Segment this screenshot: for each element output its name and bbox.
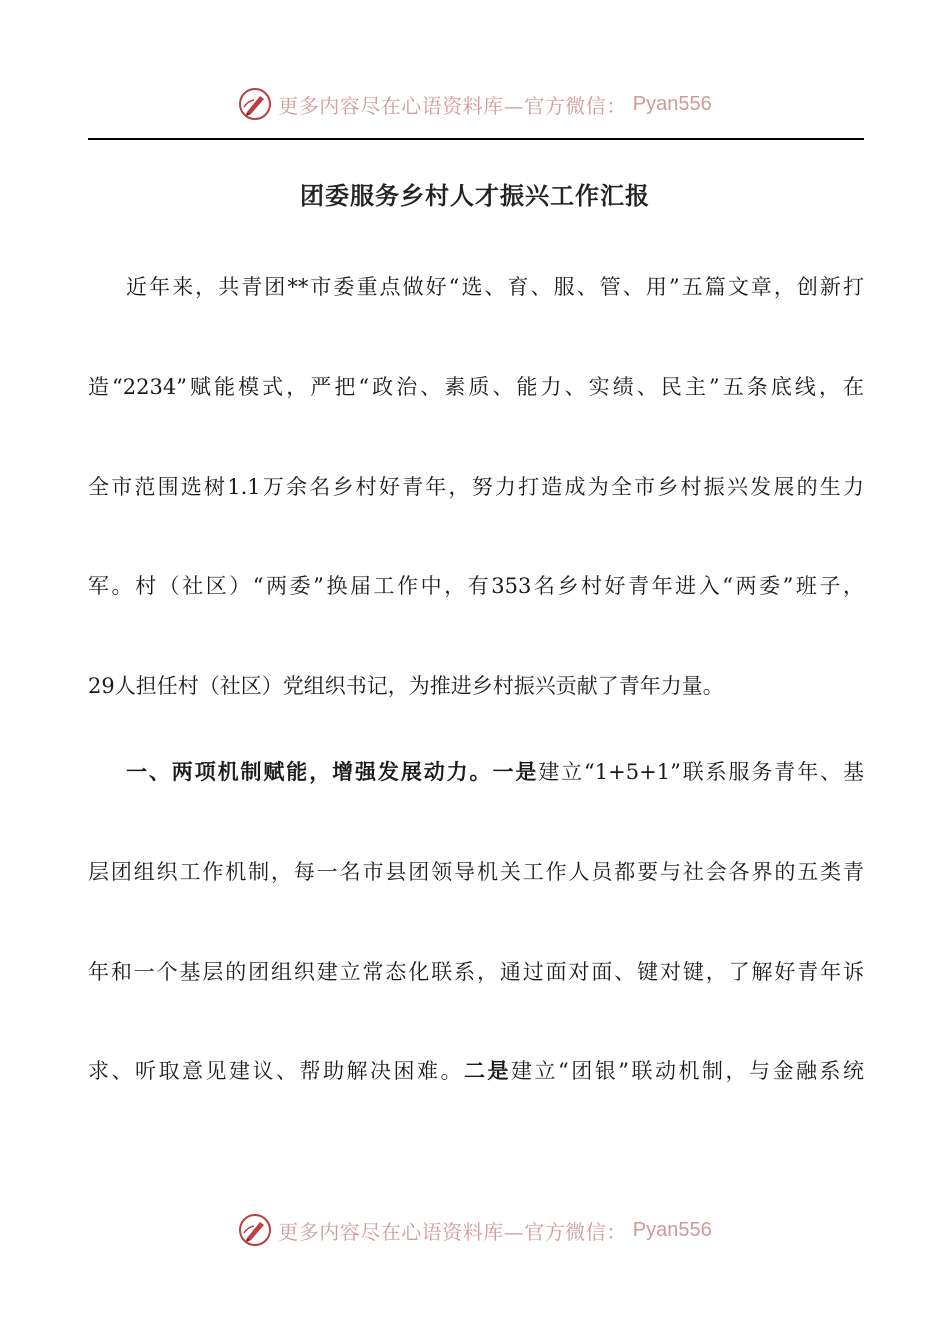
watermark-text: 更多内容尽在心语资料库—官方微信： [278, 1219, 627, 1244]
watermark-wechat-id: Pyan556 [632, 1218, 712, 1241]
header-watermark [0, 84, 950, 124]
pen-logo-icon [238, 87, 272, 121]
paragraph-2-line-3: 年和一个基层的团组织建立常态化联系，通过面对面、键对键，了解好青年诉 [88, 960, 864, 984]
paragraph-1-line-5: 29人担任村（社区）党组织书记，为推进乡村振兴贡献了青年力量。 [88, 674, 724, 698]
paragraph-2-line-4-text: 求、听取意见建议、帮助解决困难。 [88, 1059, 465, 1083]
paragraph-2-line-4-rest: 建立“团银”联动机制，与金融系统 [511, 1059, 865, 1083]
paragraph-1-line-1: 近年来，共青团**市委重点做好“选、育、服、管、用”五篇文章，创新打 [126, 275, 864, 299]
watermark-text: 更多内容尽在心语资料库—官方微信： [278, 93, 627, 118]
paragraph-1-line-2: 造“2234”赋能模式，严把“政治、素质、能力、实绩、民主”五条底线，在 [88, 375, 864, 399]
point-label-first: 一是 [492, 759, 539, 784]
paragraph-2-line-1-text: 建立“1+5+1”联系服务青年、基 [538, 760, 865, 784]
paragraph-2-line-4 [88, 1056, 864, 1086]
point-label-second: 二是 [464, 1058, 512, 1083]
watermark-wechat-id: Pyan556 [632, 92, 712, 115]
paragraph-2-line-1 [126, 757, 864, 787]
pen-logo-icon [238, 1213, 272, 1247]
paragraph-2-line-2: 层团组织工作机制，每一名市县团领导机关工作人员都要与社会各界的五类青 [88, 860, 864, 884]
header-divider [88, 138, 864, 140]
footer-watermark [0, 1210, 950, 1250]
paragraph-1-line-4: 军。村（社区）“两委”换届工作中，有353名乡村好青年进入“两委”班子， [88, 574, 864, 598]
paragraph-1-line-3: 全市范围选树1.1万余名乡村好青年，努力打造成为全市乡村振兴发展的生力 [88, 475, 864, 499]
section-heading: 一、两项机制赋能，增强发展动力。 [126, 759, 493, 784]
document-title: 团委服务乡村人才振兴工作汇报 [300, 182, 650, 210]
